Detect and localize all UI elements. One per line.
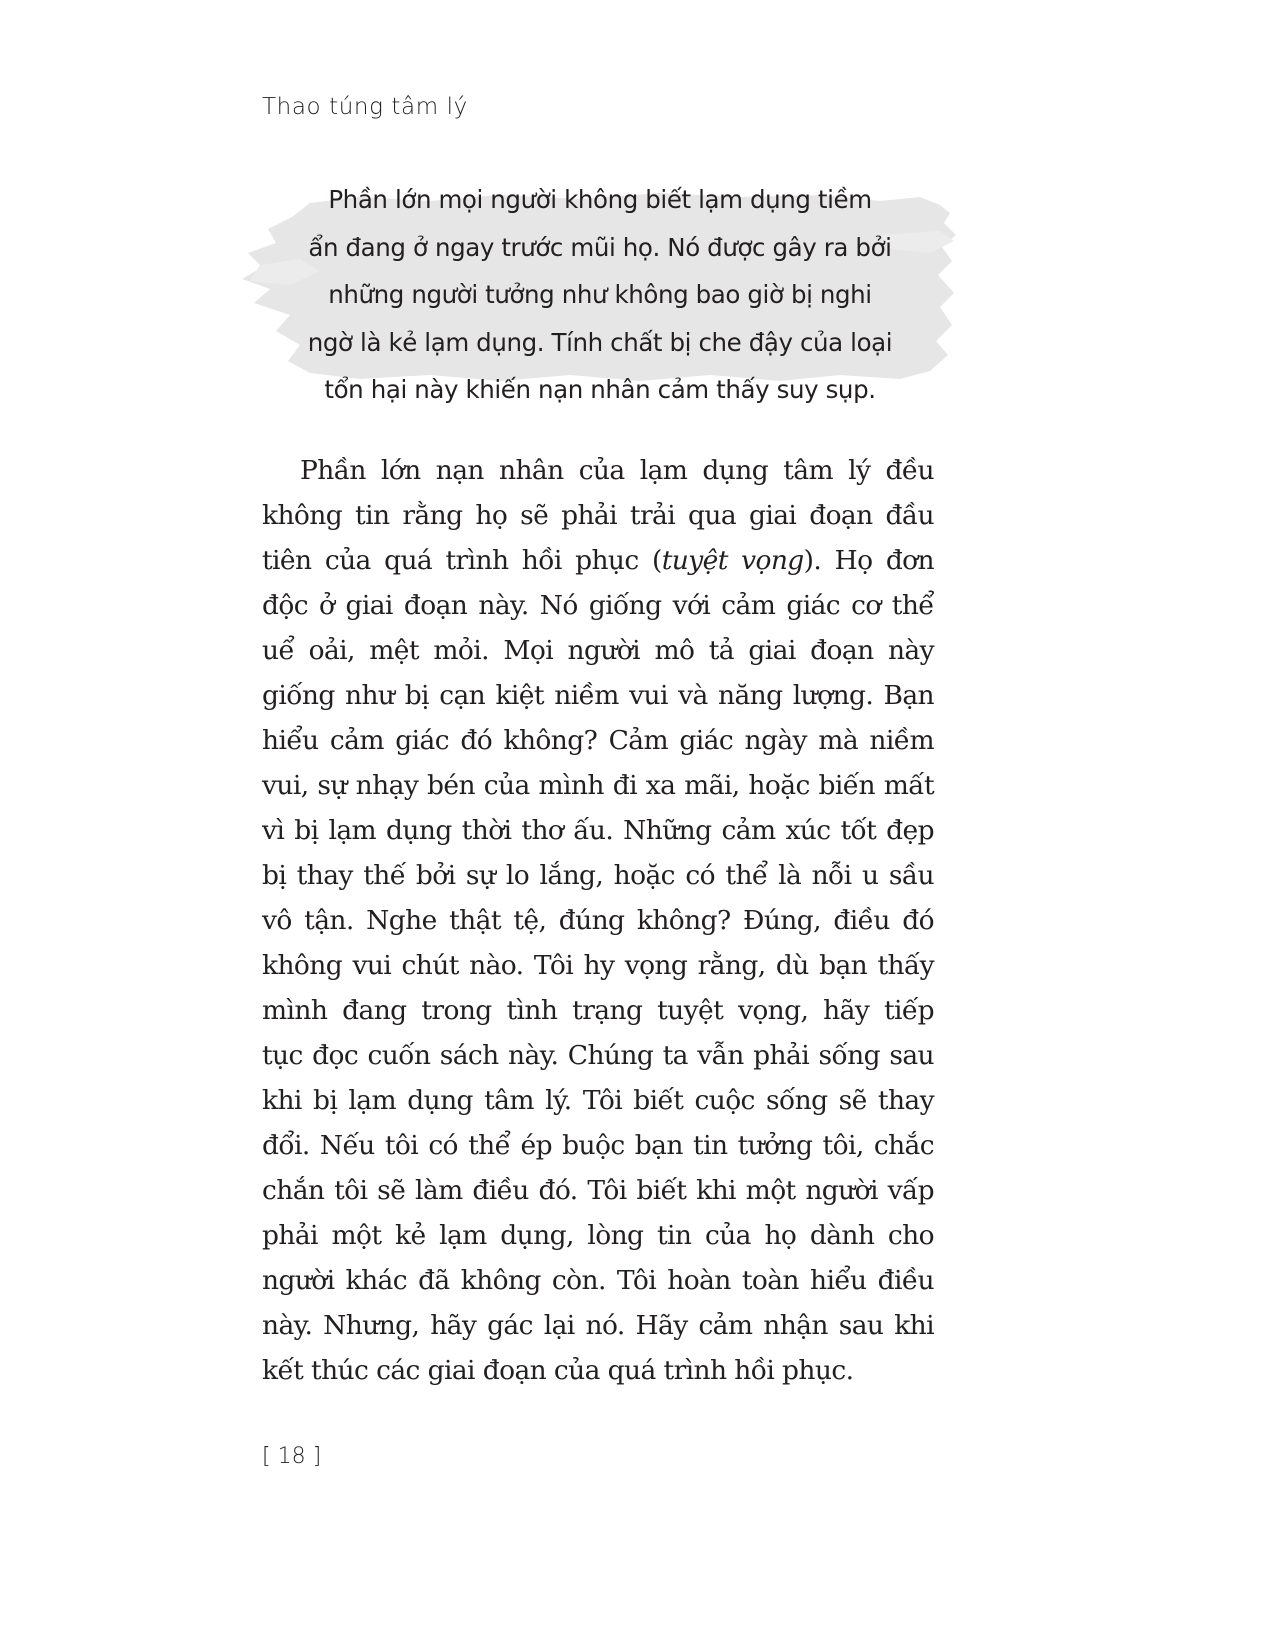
body-line: chắn tôi sẽ làm điều đó. Tôi biết khi một người vấp <box>262 1175 934 1206</box>
pullquote-line: những người tưởng như không bao giờ bị nghi <box>328 280 872 309</box>
pullquote-line: ngờ là kẻ lạm dụng. Tính chất bị che đậy của loại <box>307 327 893 357</box>
body-line: uể oải, mệt mỏi. Mọi người mô tả giai đoạn này <box>262 635 934 666</box>
emphasis-term: tuyệt vọng <box>661 545 804 576</box>
body-paragraph <box>262 448 934 1393</box>
body-text-run: tiên của quá trình hồi phục ( <box>262 545 662 576</box>
body-line: khi bị lạm dụng tâm lý. Tôi biết cuộc sống sẽ thay <box>262 1085 934 1116</box>
body-line: Phần lớn nạn nhân của lạm dụng tâm lý đều <box>300 455 934 486</box>
body-line: kết thúc các giai đoạn của quá trình hồi phục. <box>262 1355 854 1386</box>
pullquote-line: ẩn đang ở ngay trước mũi họ. Nó được gây ra bởi <box>308 232 892 262</box>
body-line: này. Nhưng, hãy gác lại nó. Hãy cảm nhận sau khi <box>262 1310 934 1341</box>
body-line: vui, sự nhạy bén của mình đi xa mãi, hoặc biến mất <box>262 770 934 801</box>
body-line: độc ở giai đoạn này. Nó giống với cảm giác cơ thể <box>262 590 934 621</box>
running-header-title: Thao túng tâm lý <box>262 94 468 120</box>
body-line: vì bị lạm dụng thời thơ ấu. Những cảm xúc tốt đẹp <box>262 815 934 846</box>
body-line <box>262 538 934 583</box>
body-line: hiểu cảm giác đó không? Cảm giác ngày mà niềm <box>262 725 934 756</box>
body-line: mình đang trong tình trạng tuyệt vọng, hãy tiếp <box>262 995 934 1026</box>
body-line: bị thay thế bởi sự lo lắng, hoặc có thể là nỗi u sầu <box>262 860 934 891</box>
body-line: đổi. Nếu tôi có thể ép buộc bạn tin tưởng tôi, chắc <box>262 1130 934 1161</box>
pullquote <box>240 175 960 415</box>
body-line: không vui chút nào. Tôi hy vọng rằng, dù bạn thấy <box>262 950 934 981</box>
body-line: phải một kẻ lạm dụng, lòng tin của họ dành cho <box>262 1220 934 1251</box>
body-line: không tin rằng họ sẽ phải trải qua giai đoạn đầu <box>262 500 934 531</box>
body-line: giống như bị cạn kiệt niềm vui và năng lượng. Bạn <box>262 680 934 711</box>
page-number: [ 18 ] <box>262 1444 322 1469</box>
body-line: người khác đã không còn. Tôi hoàn toàn hiểu điều <box>262 1265 934 1296</box>
body-line: tục đọc cuốn sách này. Chúng ta vẫn phải sống sau <box>262 1040 934 1071</box>
pullquote-line: Phần lớn mọi người không biết lạm dụng tiềm <box>328 185 872 214</box>
pullquote-line: tổn hại này khiến nạn nhân cảm thấy suy sụp. <box>324 375 876 404</box>
body-line: vô tận. Nghe thật tệ, đúng không? Đúng, điều đó <box>262 905 934 936</box>
body-text-run: ). Họ đơn <box>803 545 935 576</box>
